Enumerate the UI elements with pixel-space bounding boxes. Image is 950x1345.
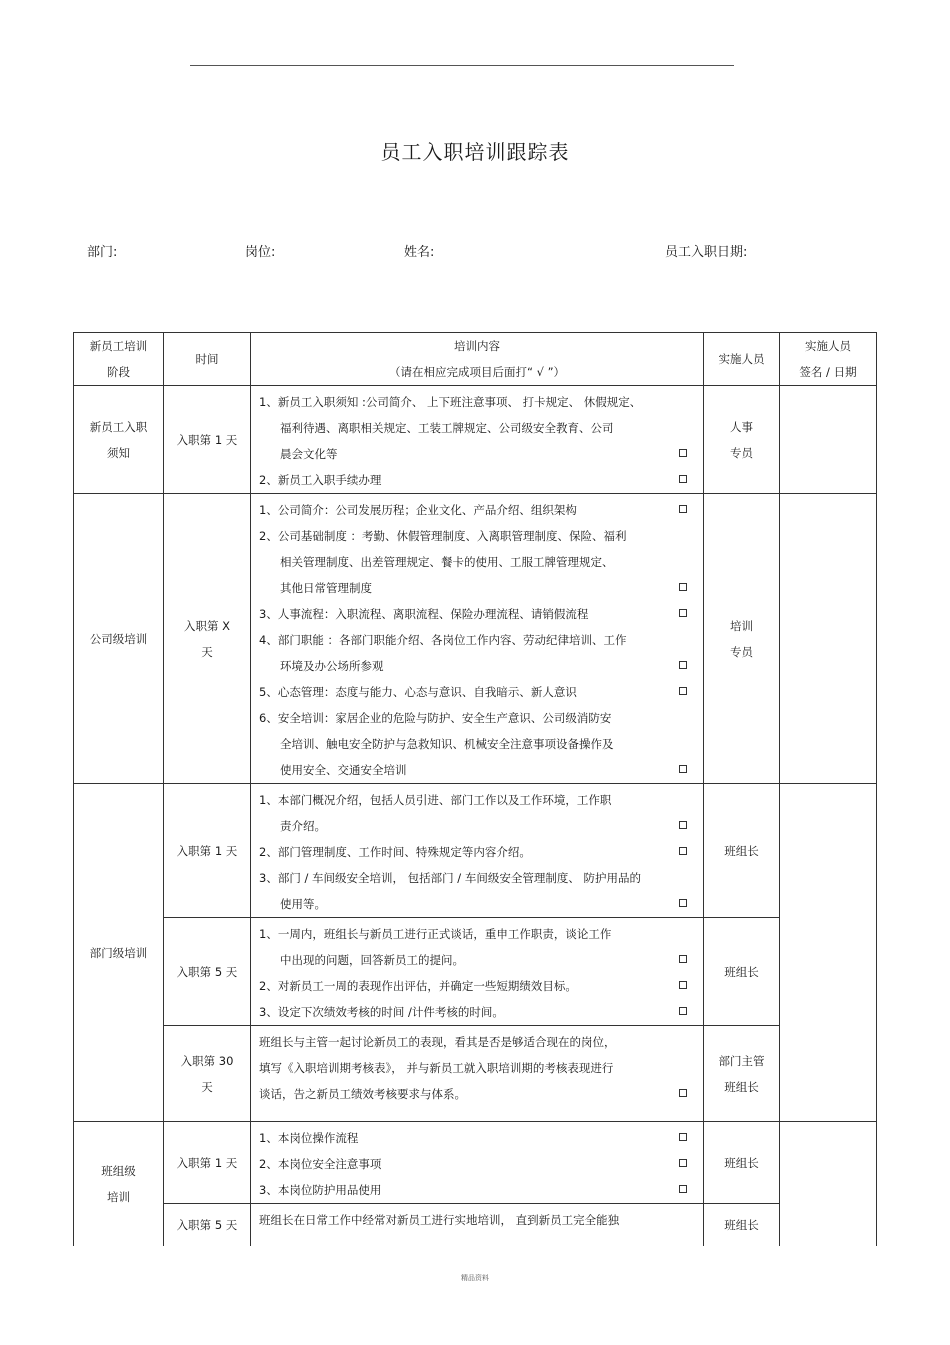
checkbox-icon[interactable] [679, 1159, 687, 1167]
content-text: 中出现的问题，回答新员工的提问。 [280, 953, 464, 967]
content-text: 使用等。 [280, 897, 326, 911]
implementer-cell [704, 386, 780, 494]
content-text: 环境及办公场所参观 [280, 659, 384, 673]
content-line [259, 1055, 697, 1081]
header-time: 时间 [164, 333, 251, 386]
content-text: 谈话，告之新员工绩效考核要求与体系。 [259, 1087, 466, 1101]
training-tracking-table [73, 332, 877, 1246]
table-row [74, 494, 877, 784]
implementer-label: 班组长 [724, 964, 759, 979]
time-cell [164, 784, 251, 918]
implementer-cell [704, 1026, 780, 1122]
stage-label: 须知 [107, 445, 130, 460]
time-label: 入职第 5 天 [176, 964, 238, 979]
stage-cell [74, 784, 164, 1122]
position-field-label: 岗位: [245, 245, 276, 260]
content-cell [251, 386, 704, 494]
checkbox-icon[interactable] [679, 661, 687, 669]
content-line [259, 999, 697, 1025]
content-text: 5、心态管理：态度与能力、心态与意识、自我暗示、新人意识 [259, 685, 577, 699]
content-line [259, 891, 697, 917]
implementer-label: 部门主管 [718, 1053, 765, 1068]
content-text: 晨会文化等 [280, 447, 338, 461]
content-text: 福利待遇、离职相关规定、工装工牌规定、公司级安全教育、公司 [280, 421, 614, 435]
time-label: 入职第 1 天 [176, 1155, 238, 1170]
content-text: 3、本岗位防护用品使用 [259, 1183, 382, 1197]
content-text: 使用安全、交通安全培训 [280, 763, 407, 777]
content-text: 1、新员工入职须知 :公司简介、 上下班注意事项、 打卡规定、 休假规定、 [259, 395, 642, 409]
content-text: 相关管理制度、出差管理规定、餐卡的使用、工服工牌管理规定、 [280, 555, 614, 569]
content-line [259, 575, 697, 601]
content-line [259, 973, 697, 999]
signature-cell[interactable] [780, 784, 877, 1122]
checkbox-icon[interactable] [679, 505, 687, 513]
content-text: 2、部门管理制度、工作时间、特殊规定等内容介绍。 [259, 845, 531, 859]
checkbox-icon[interactable] [679, 1007, 687, 1015]
checkbox-icon[interactable] [679, 1089, 687, 1097]
entry-date-field-label: 员工入职日期: [665, 245, 748, 260]
content-text: 6、安全培训：家居企业的危险与防护、安全生产意识、公司级消防安 [259, 711, 612, 725]
content-line [259, 921, 697, 947]
checkbox-icon[interactable] [679, 899, 687, 907]
stage-label: 班组级 [101, 1163, 136, 1178]
implementer-label: 班组长 [724, 843, 759, 858]
checkbox-icon[interactable] [679, 475, 687, 483]
footer-note: 精品资料 [461, 1274, 489, 1282]
stage-cell [74, 386, 164, 494]
signature-cell[interactable] [780, 386, 877, 494]
content-line [259, 389, 697, 415]
content-text: 2、对新员工一周的表现作出评估，并确定一些短期绩效目标。 [259, 979, 577, 993]
content-line [259, 523, 697, 549]
checkbox-icon[interactable] [679, 1185, 687, 1193]
content-text: 3、设定下次绩效考核的时间 /计件考核的时间。 [259, 1005, 504, 1019]
content-line [259, 1207, 697, 1233]
time-label: 入职第 1 天 [176, 843, 238, 858]
signature-cell[interactable] [780, 1122, 877, 1246]
time-cell [164, 1122, 251, 1204]
content-line [259, 653, 697, 679]
content-text: 3、部门 / 车间级安全培训， 包括部门 / 车间级安全管理制度、 防护用品的 [259, 871, 641, 885]
implementer-label: 班组长 [724, 1155, 759, 1170]
table-row [74, 784, 877, 918]
content-text: 2、本岗位安全注意事项 [259, 1157, 382, 1171]
content-cell [251, 1122, 704, 1204]
implementer-label: 班组长 [724, 1217, 759, 1232]
page-title: 员工入职培训跟踪表 [380, 140, 570, 164]
time-label: 入职第 30 [180, 1053, 234, 1068]
content-line [259, 627, 697, 653]
content-line [259, 467, 697, 493]
content-line [259, 415, 697, 441]
implementer-cell [704, 494, 780, 784]
checkbox-icon[interactable] [679, 687, 687, 695]
content-line [259, 1029, 697, 1055]
time-cell [164, 918, 251, 1026]
content-line [259, 1125, 697, 1151]
time-label: 天 [201, 1079, 213, 1094]
content-line [259, 549, 697, 575]
content-line [259, 441, 697, 467]
content-line [259, 947, 697, 973]
content-line [259, 1081, 697, 1107]
checkbox-icon[interactable] [679, 981, 687, 989]
stage-label: 部门级培训 [89, 945, 148, 960]
stage-label: 培训 [107, 1189, 130, 1204]
content-cell [251, 918, 704, 1026]
checkbox-icon[interactable] [679, 955, 687, 963]
content-text: 全培训、触电安全防护与急救知识、机械安全注意事项设备操作及 [280, 737, 614, 751]
time-label: 入职第 5 天 [176, 1217, 238, 1232]
content-text: 4、部门职能 ：各部门职能介绍、各岗位工作内容、劳动纪律培训、工作 [259, 633, 627, 647]
implementer-cell [704, 1204, 780, 1246]
content-line [259, 813, 697, 839]
time-label: 入职第 X [183, 618, 231, 633]
content-text: 1、本部门概况介绍，包括人员引进、部门工作以及工作环境，工作职 [259, 793, 612, 807]
checkbox-icon[interactable] [679, 1133, 687, 1141]
header-stage: 新员工培训 阶段 [74, 333, 164, 386]
checkbox-icon[interactable] [679, 765, 687, 773]
checkbox-icon[interactable] [679, 609, 687, 617]
implementer-label: 专员 [730, 445, 753, 460]
content-text: 其他日常管理制度 [280, 581, 372, 595]
implementer-label: 人事 [730, 419, 753, 434]
content-text: 3、人事流程：入职流程、离职流程、保险办理流程、请销假流程 [259, 607, 589, 621]
table-row [74, 1122, 877, 1204]
stage-cell [74, 1122, 164, 1246]
table-row [74, 386, 877, 494]
time-cell [164, 494, 251, 784]
content-cell [251, 494, 704, 784]
time-cell [164, 1026, 251, 1122]
content-text: 1、本岗位操作流程 [259, 1131, 359, 1145]
content-line [259, 1177, 697, 1203]
content-cell [251, 1204, 704, 1246]
table-row [74, 1026, 877, 1122]
stage-label: 新员工入职 [89, 419, 148, 434]
stage-cell [74, 494, 164, 784]
content-line [259, 601, 697, 627]
time-cell [164, 386, 251, 494]
content-line [259, 1151, 697, 1177]
content-text: 填写《入职培训期考核表》， 并与新员工就入职培训期的考核表现进行 [259, 1061, 614, 1075]
content-cell [251, 1026, 704, 1122]
header-content: 培训内容 （请在相应完成项目后面打“ √ ”） [251, 333, 704, 386]
content-text: 2、公司基础制度 ：考勤、休假管理制度、入离职管理制度、保险、福利 [259, 529, 627, 543]
checkbox-icon[interactable] [679, 847, 687, 855]
header-row [74, 333, 877, 386]
signature-cell[interactable] [780, 494, 877, 784]
checkbox-icon[interactable] [679, 821, 687, 829]
content-text: 2、新员工入职手续办理 [259, 473, 382, 487]
time-label: 入职第 1 天 [176, 432, 238, 447]
implementer-cell [704, 784, 780, 918]
content-line [259, 839, 697, 865]
top-rule [190, 65, 734, 66]
header-signature: 实施人员 签名 / 日期 [780, 333, 877, 386]
content-line [259, 731, 697, 757]
content-line [259, 865, 697, 891]
content-cell [251, 784, 704, 918]
implementer-label: 班组长 [724, 1079, 759, 1094]
content-text: 1、一周内，班组长与新员工进行正式谈话，重申工作职责，谈论工作 [259, 927, 612, 941]
implementer-cell [704, 918, 780, 1026]
implementer-label: 专员 [730, 644, 753, 659]
content-text: 班组长与主管一起讨论新员工的表现，看其是否是够适合现在的岗位， [259, 1035, 616, 1049]
department-field-label: 部门: [87, 245, 118, 260]
content-text: 责介绍。 [280, 819, 326, 833]
implementer-label: 培训 [730, 618, 753, 633]
checkbox-icon[interactable] [679, 449, 687, 457]
header-implementer: 实施人员 [704, 333, 780, 386]
time-label: 天 [201, 644, 213, 659]
content-line [259, 679, 697, 705]
table-row [74, 918, 877, 1026]
content-line [259, 705, 697, 731]
content-text: 1、公司简介：公司发展历程；企业文化、产品介绍、组织架构 [259, 503, 577, 517]
content-text: 班组长在日常工作中经常对新员工进行实地培训， 直到新员工完全能独 [259, 1213, 620, 1227]
time-cell [164, 1204, 251, 1246]
content-line [259, 497, 697, 523]
checkbox-icon[interactable] [679, 583, 687, 591]
content-line [259, 787, 697, 813]
name-field-label: 姓名: [404, 245, 435, 260]
implementer-cell [704, 1122, 780, 1204]
content-line [259, 757, 697, 783]
table-row [74, 1204, 877, 1246]
stage-label: 公司级培训 [89, 631, 148, 646]
